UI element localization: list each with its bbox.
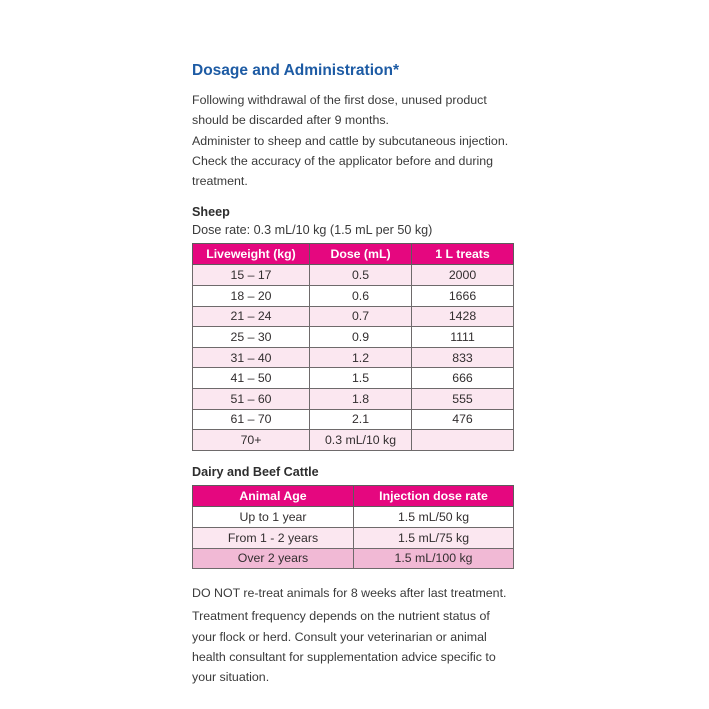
intro-paragraph	[192, 90, 513, 191]
table-cell: 2.1	[310, 409, 412, 430]
table-cell: 1.5 mL/50 kg	[354, 507, 514, 528]
column-header-injection-dose-rate: Injection dose rate	[354, 486, 514, 507]
sheep-table-row	[193, 389, 514, 410]
intro-sentence: Following withdrawal of the first dose, unused product should be discarded after 9 months.	[192, 93, 487, 128]
table-cell: 1666	[412, 286, 514, 307]
table-cell: 0.5	[310, 265, 412, 286]
sheep-table-row	[193, 368, 514, 389]
table-cell: 70+	[193, 430, 310, 451]
table-cell: 1.8	[310, 389, 412, 410]
column-header-liveweight: Liveweight (kg)	[193, 244, 310, 265]
sheep-table-row	[193, 347, 514, 368]
retreat-warning-text: DO NOT re-treat animals for 8 weeks after last treatment.	[192, 586, 507, 601]
document-content	[192, 62, 513, 688]
table-cell: 0.3 mL/10 kg	[310, 430, 412, 451]
column-header-animal-age: Animal Age	[193, 486, 354, 507]
table-cell: 51 – 60	[193, 389, 310, 410]
table-cell: 1.5	[310, 368, 412, 389]
sheep-section-heading: Sheep	[192, 205, 230, 220]
sheep-dose-rate-line: Dose rate: 0.3 mL/10 kg (1.5 mL per 50 kg)	[192, 222, 433, 237]
table-cell: 25 – 30	[193, 327, 310, 348]
table-cell: 31 – 40	[193, 347, 310, 368]
sheep-table-row	[193, 327, 514, 348]
sheep-dosage-table	[192, 243, 514, 450]
table-cell: 0.7	[310, 306, 412, 327]
cattle-table-row	[193, 527, 514, 548]
table-cell: 1.5 mL/75 kg	[354, 527, 514, 548]
page-title: Dosage and Administration*	[192, 62, 399, 79]
sheep-table-header-row	[193, 244, 514, 265]
table-cell: 555	[412, 389, 514, 410]
table-cell: From 1 - 2 years	[193, 527, 354, 548]
table-cell: 2000	[412, 265, 514, 286]
table-cell: 476	[412, 409, 514, 430]
cattle-table-header-row	[193, 486, 514, 507]
cattle-dosage-table	[192, 485, 514, 569]
sheep-table-row	[193, 286, 514, 307]
table-cell: 15 – 17	[193, 265, 310, 286]
intro-sentence: Administer to sheep and cattle by subcutaneous injection.	[192, 133, 509, 148]
table-cell: 41 – 50	[193, 368, 310, 389]
table-cell: Up to 1 year	[193, 507, 354, 528]
table-cell: 21 – 24	[193, 306, 310, 327]
column-header-treats: 1 L treats	[412, 244, 514, 265]
table-cell: 18 – 20	[193, 286, 310, 307]
table-cell: 0.9	[310, 327, 412, 348]
sheep-table-row	[193, 306, 514, 327]
sheep-table-row	[193, 265, 514, 286]
table-cell: 1.5 mL/100 kg	[354, 548, 514, 569]
treatment-frequency-note: Treatment frequency depends on the nutrient status of your flock or herd. Consult your veterinarian or animal health consultant for supplementation advice specific to your situation.	[192, 609, 496, 685]
table-cell: 666	[412, 368, 514, 389]
table-cell: 0.6	[310, 286, 412, 307]
table-cell: 1.2	[310, 347, 412, 368]
column-header-dose: Dose (mL)	[310, 244, 412, 265]
cattle-table-row	[193, 507, 514, 528]
table-cell	[412, 430, 514, 451]
sheep-table-row	[193, 409, 514, 430]
cattle-section-heading: Dairy and Beef Cattle	[192, 464, 319, 479]
intro-sentence: Check the accuracy of the applicator before and during treatment.	[192, 153, 493, 189]
table-cell: 1111	[412, 327, 514, 348]
table-cell: 1428	[412, 306, 514, 327]
table-cell: Over 2 years	[193, 548, 354, 569]
cattle-table-row	[193, 548, 514, 569]
table-cell: 833	[412, 347, 514, 368]
table-cell: 61 – 70	[193, 409, 310, 430]
sheep-table-row	[193, 430, 514, 451]
